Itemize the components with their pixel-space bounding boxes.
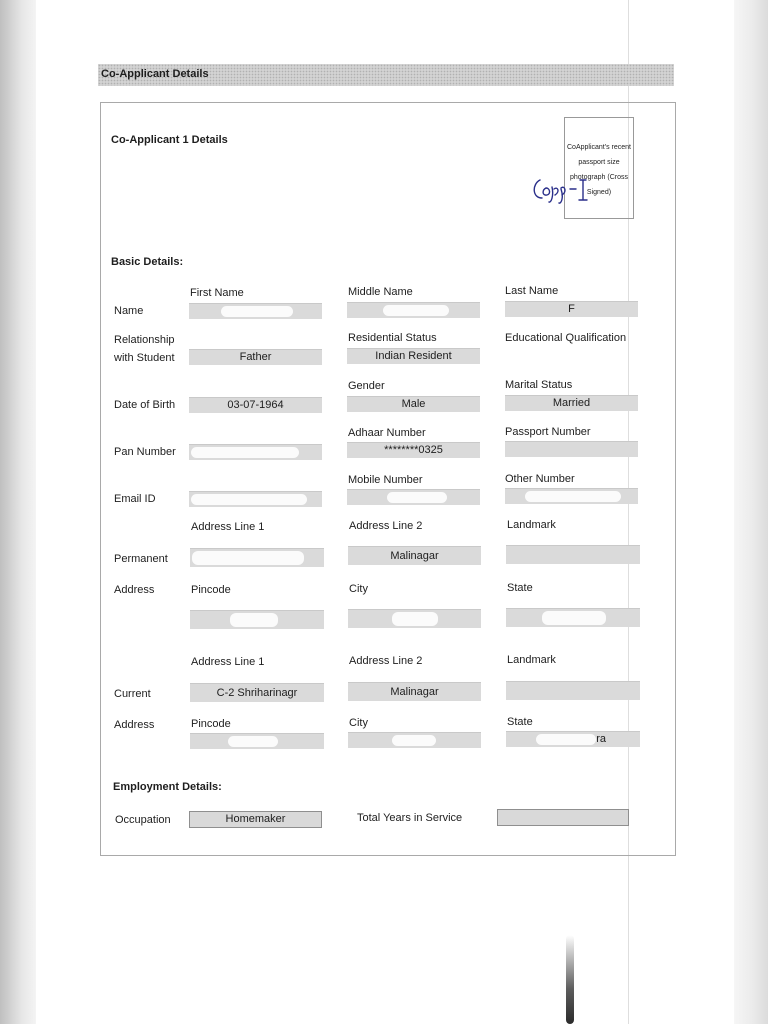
redaction-mark xyxy=(192,551,304,565)
redaction-mark xyxy=(191,494,307,505)
permanent-landmark-label: Landmark xyxy=(507,519,556,531)
permanent-city-label: City xyxy=(349,583,368,595)
permanent-address-line2-field[interactable]: Malinagar xyxy=(348,546,481,565)
redaction-mark xyxy=(230,613,278,627)
occupation-label: Occupation xyxy=(115,814,171,826)
current-landmark-label: Landmark xyxy=(507,654,556,666)
permanent-pincode-label: Pincode xyxy=(191,584,231,596)
first-name-label: First Name xyxy=(190,287,244,299)
handwritten-signature xyxy=(530,174,608,204)
adhaar-number-field[interactable]: ********0325 xyxy=(347,442,480,458)
date-of-birth-label: Date of Birth xyxy=(114,399,176,411)
other-number-label: Other Number xyxy=(505,473,575,485)
total-years-label: Total Years in Service xyxy=(357,812,463,824)
redaction-mark xyxy=(383,305,449,316)
permanent-city-field[interactable] xyxy=(348,609,481,628)
mobile-number-label: Mobile Number xyxy=(348,474,423,486)
name-label: Name xyxy=(114,305,144,317)
current-pincode-field[interactable] xyxy=(190,733,324,749)
gender-field[interactable]: Male xyxy=(347,396,480,412)
current-city-label: City xyxy=(349,717,368,729)
current-address-label-line2: Address xyxy=(114,719,155,731)
marital-status-label: Marital Status xyxy=(505,379,573,391)
middle-name-field[interactable] xyxy=(347,302,480,318)
marital-status-field[interactable]: Married xyxy=(505,395,638,411)
scan-shadow-mark xyxy=(566,935,574,1024)
permanent-pincode-field[interactable] xyxy=(190,610,324,629)
current-address-line2-field[interactable]: Malinagar xyxy=(348,682,481,701)
first-name-field[interactable] xyxy=(189,303,322,319)
permanent-address-line2-label: Address Line 2 xyxy=(349,520,423,532)
subsection-title: Co-Applicant 1 Details xyxy=(111,134,228,146)
redaction-mark xyxy=(228,736,278,747)
last-name-field[interactable]: F xyxy=(505,301,638,317)
relationship-field[interactable]: Father xyxy=(189,349,322,365)
basic-details-heading: Basic Details: xyxy=(111,256,184,268)
permanent-address-line1-field[interactable] xyxy=(190,548,324,567)
passport-number-field[interactable] xyxy=(505,441,638,457)
permanent-address-label-line1: Permanent xyxy=(114,553,168,565)
redaction-mark xyxy=(536,734,596,745)
last-name-label: Last Name xyxy=(505,285,559,297)
scan-left-edge xyxy=(0,0,36,1024)
occupation-field[interactable]: Homemaker xyxy=(189,811,322,828)
current-address-label-line1: Current xyxy=(114,688,151,700)
current-landmark-field[interactable] xyxy=(506,681,640,700)
current-city-field[interactable] xyxy=(348,732,481,748)
passport-number-label: Passport Number xyxy=(505,426,591,438)
redaction-mark xyxy=(392,735,436,746)
current-address-line1-label: Address Line 1 xyxy=(191,656,265,668)
email-id-label: Email ID xyxy=(114,493,156,505)
residential-status-field[interactable]: Indian Resident xyxy=(347,348,480,364)
educational-qualification-label: Educational Qualification xyxy=(505,332,627,344)
current-address-line1-field[interactable]: C-2 Shriharinagr xyxy=(190,683,324,702)
email-id-field[interactable] xyxy=(189,491,322,507)
mobile-number-field[interactable] xyxy=(347,489,480,505)
permanent-state-label: State xyxy=(507,582,533,594)
redaction-mark xyxy=(542,611,606,625)
current-state-field[interactable]: ra xyxy=(506,731,640,747)
current-state-label: State xyxy=(507,716,533,728)
section-header-bar xyxy=(98,64,674,86)
permanent-landmark-field[interactable] xyxy=(506,545,640,564)
section-title: Co-Applicant Details xyxy=(101,68,209,80)
date-of-birth-field[interactable]: 03-07-1964 xyxy=(189,397,322,413)
current-pincode-label: Pincode xyxy=(191,718,231,730)
photo-box-text: CoApplicant's recent passport size photograph (Cross Signed) xyxy=(567,144,631,196)
other-number-field[interactable] xyxy=(505,488,638,504)
permanent-address-line1-label: Address Line 1 xyxy=(191,521,265,533)
redaction-mark xyxy=(221,306,293,317)
total-years-field[interactable] xyxy=(497,809,629,826)
employment-details-heading: Employment Details: xyxy=(113,781,222,793)
pan-number-field[interactable] xyxy=(189,444,322,460)
redaction-mark xyxy=(191,447,299,458)
redaction-mark xyxy=(392,612,438,626)
middle-name-label: Middle Name xyxy=(348,286,413,298)
adhaar-number-label: Adhaar Number xyxy=(348,427,426,439)
permanent-address-label-line2: Address xyxy=(114,584,155,596)
redaction-mark xyxy=(525,491,621,502)
gender-label: Gender xyxy=(348,380,385,392)
redaction-mark xyxy=(387,492,447,503)
relationship-label-line2: with Student xyxy=(114,352,175,364)
current-address-line2-label: Address Line 2 xyxy=(349,655,423,667)
scan-right-edge xyxy=(734,0,768,1024)
permanent-state-field[interactable] xyxy=(506,608,640,627)
pan-number-label: Pan Number xyxy=(114,446,176,458)
residential-status-label: Residential Status xyxy=(348,332,437,344)
relationship-label-line1: Relationship xyxy=(114,334,175,346)
